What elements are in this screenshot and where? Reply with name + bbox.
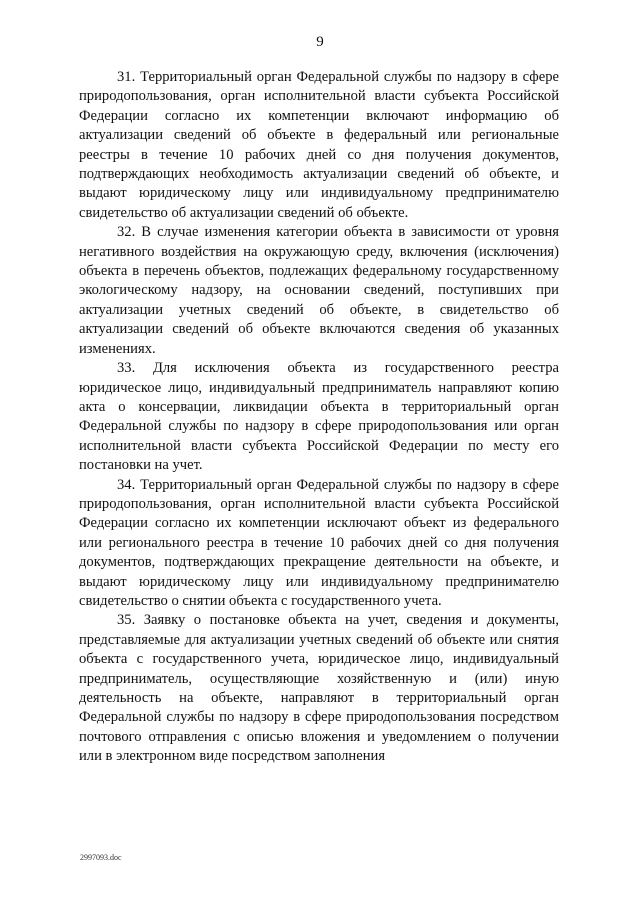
- paragraph-31: 31. Территориальный орган Федеральной службы по надзору в сфере природопользования, орган исполнительной власти субъекта Российской Федерации согласно их компетенции включают информацию об актуализации сведений об объекте в федеральный или региональные реестры в течение 10 рабочих дней со дня получения документов, подтверждающих необходимость актуализации сведений об объекте, и выдают юридическому лицу или индивидуальному предпринимателю свидетельство об актуализации сведений об объекте.: [79, 69, 559, 221]
- page-number: 9: [316, 34, 324, 50]
- paragraph-35: 35. Заявку о постановке объекта на учет, сведения и документы, представляемые для актуализации учетных сведений об объекте или снятия объекта с государственного учета, юридическое лицо, индивидуальный предприниматель, осуществляющие хозяйственную и (или) иную деятельность на объекте, направляют в территориальный орган Федеральной службы по надзору в сфере природопользования посредством почтового отправления с описью вложения и уведомлением о получении или в электронном виде посредством заполнения: [79, 612, 559, 765]
- paragraph-32: 32. В случае изменения категории объекта в зависимости от уровня негативного воздействия на окружающую среду, включения (исключения) объекта в перечень объектов, подлежащих федеральному государственному экологическому надзору, на основании сведений, поступивших при актуализации учетных сведений об объекте, в свидетельство об актуализации сведений об объекте включаются сведения об указанных изменениях.: [79, 224, 559, 357]
- file-name-footer: 2997093.doc: [80, 853, 122, 862]
- paragraph-33: 33. Для исключения объекта из государственного реестра юридическое лицо, индивидуальный предприниматель направляют копию акта о консервации, ликвидации объекта в территориальный орган Федеральной службы по надзору в сфере природопользования или орган исполнительной власти субъекта Российской Федерации по месту его постановки на учет.: [79, 360, 559, 474]
- paragraph-34: 34. Территориальный орган Федеральной службы по надзору в сфере природопользования, орган исполнительной власти субъекта Российской Федерации согласно их компетенции исключают объект из федерального или регионального реестра в течение 10 рабочих дней со дня получения документов, подтверждающих прекращение деятельности на объекте, и выдают юридическому лицу или индивидуальному предпринимателю свидетельство о снятии объекта с государственного учета.: [79, 476, 559, 609]
- document-body: [79, 68, 559, 767]
